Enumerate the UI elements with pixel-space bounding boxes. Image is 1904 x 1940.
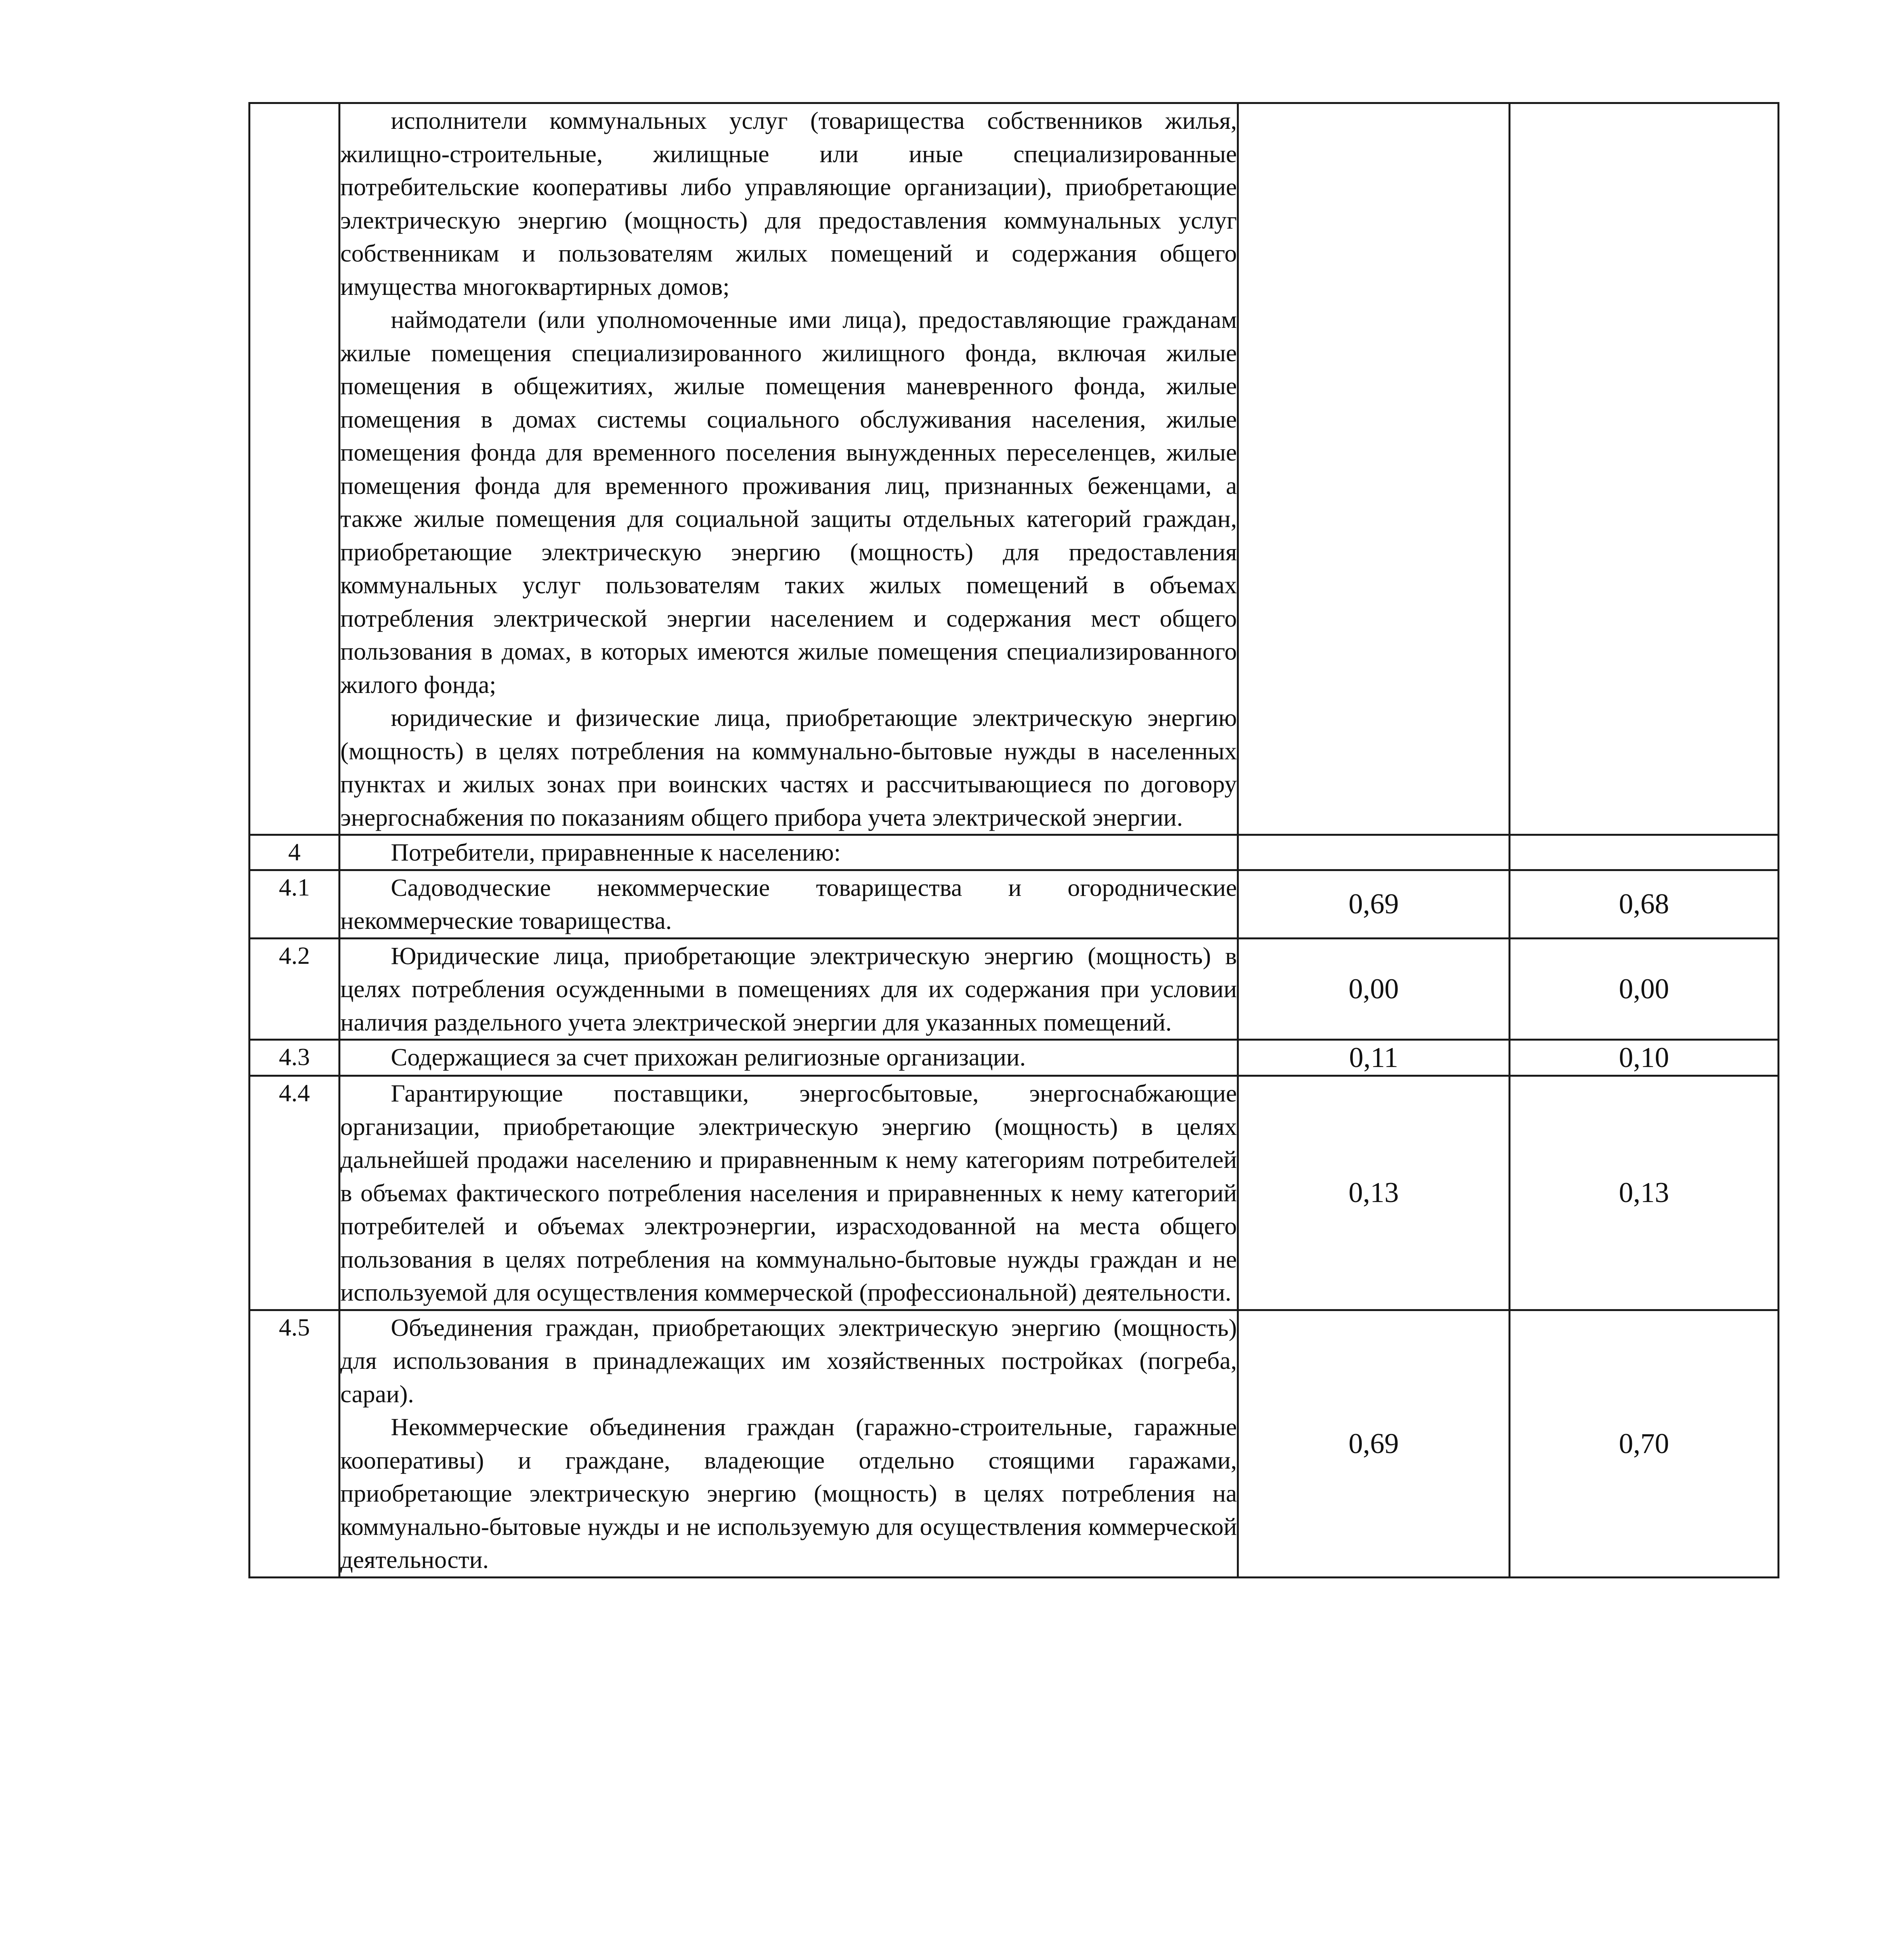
tariff-value-first-half: 0,69 (1238, 870, 1510, 938)
tariff-value-first-half: 0,13 (1238, 1076, 1510, 1310)
tariff-value-second-half (1510, 835, 1779, 870)
description-paragraph: Объединения граждан, приобретающих электрическую энергию (мощность) для использования в принадлежащих им хозяйственных постройках (погреба, сараи). (340, 1313, 1237, 1408)
description-paragraph: юридические и физические лица, приобретающие электрическую энергию (мощность) в целях потребления на коммунально-бытовые нужды в населенных пунктах и жилых зонах при воинских частях и рассчитывающиеся по договору энергоснабжения по показаниям общего прибора учета электрической энергии. (340, 704, 1237, 831)
tariff-value-first-half (1238, 835, 1510, 870)
tariff-value-first-half: 0,00 (1238, 938, 1510, 1040)
row-description (340, 835, 1238, 870)
tariff-value-second-half: 0,00 (1510, 938, 1779, 1040)
row-number: 4.1 (250, 870, 340, 938)
row-number: 4.3 (250, 1040, 340, 1076)
tariff-value-second-half: 0,13 (1510, 1076, 1779, 1310)
tariff-value-second-half: 0,10 (1510, 1040, 1779, 1076)
tariff-value-second-half (1510, 103, 1779, 835)
tariff-value-second-half: 0,68 (1510, 870, 1779, 938)
description-paragraph: Садоводческие некоммерческие товарищества и огороднические некоммерческие товарищества. (340, 873, 1237, 934)
tariff-value-first-half: 0,11 (1238, 1040, 1510, 1076)
table-row (250, 1076, 1779, 1310)
description-paragraph: наймодатели (или уполномоченные ими лица), предоставляющие гражданам жилые помещения специализированного жилищного фонда, включая жилые помещения в общежитиях, жилые помещения маневренного фонда, жилые помещения в домах системы социального обслуживания населения, жилые помещения фонда для временного поселения вынужденных переселенцев, жилые помещения фонда для временного проживания лиц, признанных беженцами, а также жилые помещения для социальной защиты отдельных категорий граждан, приобретающие электрическую энергию (мощность) для предоставления коммунальных услуг пользователям таких жилых помещений в объемах потребления электрической энергии населением и содержания мест общего пользования в домах, в которых имеются жилые помещения специализированного жилого фонда; (340, 306, 1237, 698)
row-description (340, 1040, 1238, 1076)
row-number (250, 103, 340, 835)
tariff-table (248, 102, 1779, 1578)
row-description (340, 870, 1238, 938)
description-paragraph: Юридические лица, приобретающие электрическую энергию (мощность) в целях потребления осужденными в помещениях для их содержания при условии наличия раздельного учета электрической энергии для указанных помещений. (340, 942, 1237, 1036)
row-number: 4.5 (250, 1310, 340, 1577)
tariff-value-first-half: 0,69 (1238, 1310, 1510, 1577)
row-description (340, 938, 1238, 1040)
description-paragraph: Потребители, приравненные к населению: (391, 838, 841, 866)
tariff-value-second-half: 0,70 (1510, 1310, 1779, 1577)
description-paragraph: Содержащиеся за счет прихожан религиозные организации. (391, 1043, 1026, 1071)
tariff-value-first-half (1238, 103, 1510, 835)
description-paragraph: Гарантирующие поставщики, энергосбытовые, энергоснабжающие организации, приобретающие электрическую энергию (мощность) в целях дальнейшей продажи населению и приравненным к нему категориям потребителей в объемах фактического потребления населения и приравненных к нему категорий потребителей и объемах электроэнергии, израсходованной на места общего пользования в целях потребления на коммунально-бытовые нужды граждан и не используемой для осуществления коммерческой (профессиональной) деятельности. (340, 1079, 1237, 1306)
table-row (250, 938, 1779, 1040)
row-description (340, 1310, 1238, 1577)
table-row (250, 835, 1779, 870)
row-description (340, 103, 1238, 835)
row-number: 4.4 (250, 1076, 340, 1310)
row-number: 4 (250, 835, 340, 870)
table-row (250, 870, 1779, 938)
table-row (250, 1310, 1779, 1577)
description-paragraph: Некоммерческие объединения граждан (гаражно-строительные, гаражные кооперативы) и граждане, владеющие отдельно стоящими гаражами, приобретающие электрическую энергию (мощность) в целях потребления на коммунально-бытовые нужды и не используемую для осуществления коммерческой деятельности. (340, 1413, 1237, 1573)
table-row (250, 1040, 1779, 1076)
row-number: 4.2 (250, 938, 340, 1040)
tariff-table-body (250, 103, 1779, 1578)
table-row-continuation (250, 103, 1779, 835)
row-description (340, 1076, 1238, 1310)
description-paragraph: исполнители коммунальных услуг (товарищества собственников жилья, жилищно-строительные, жилищные или иные специализированные потребительские кооперативы либо управляющие организации), приобретающие электрическую энергию (мощность) для предоставления коммунальных услуг собственникам и пользователям жилых помещений и содержания общего имущества многоквартирных домов; (340, 107, 1237, 300)
